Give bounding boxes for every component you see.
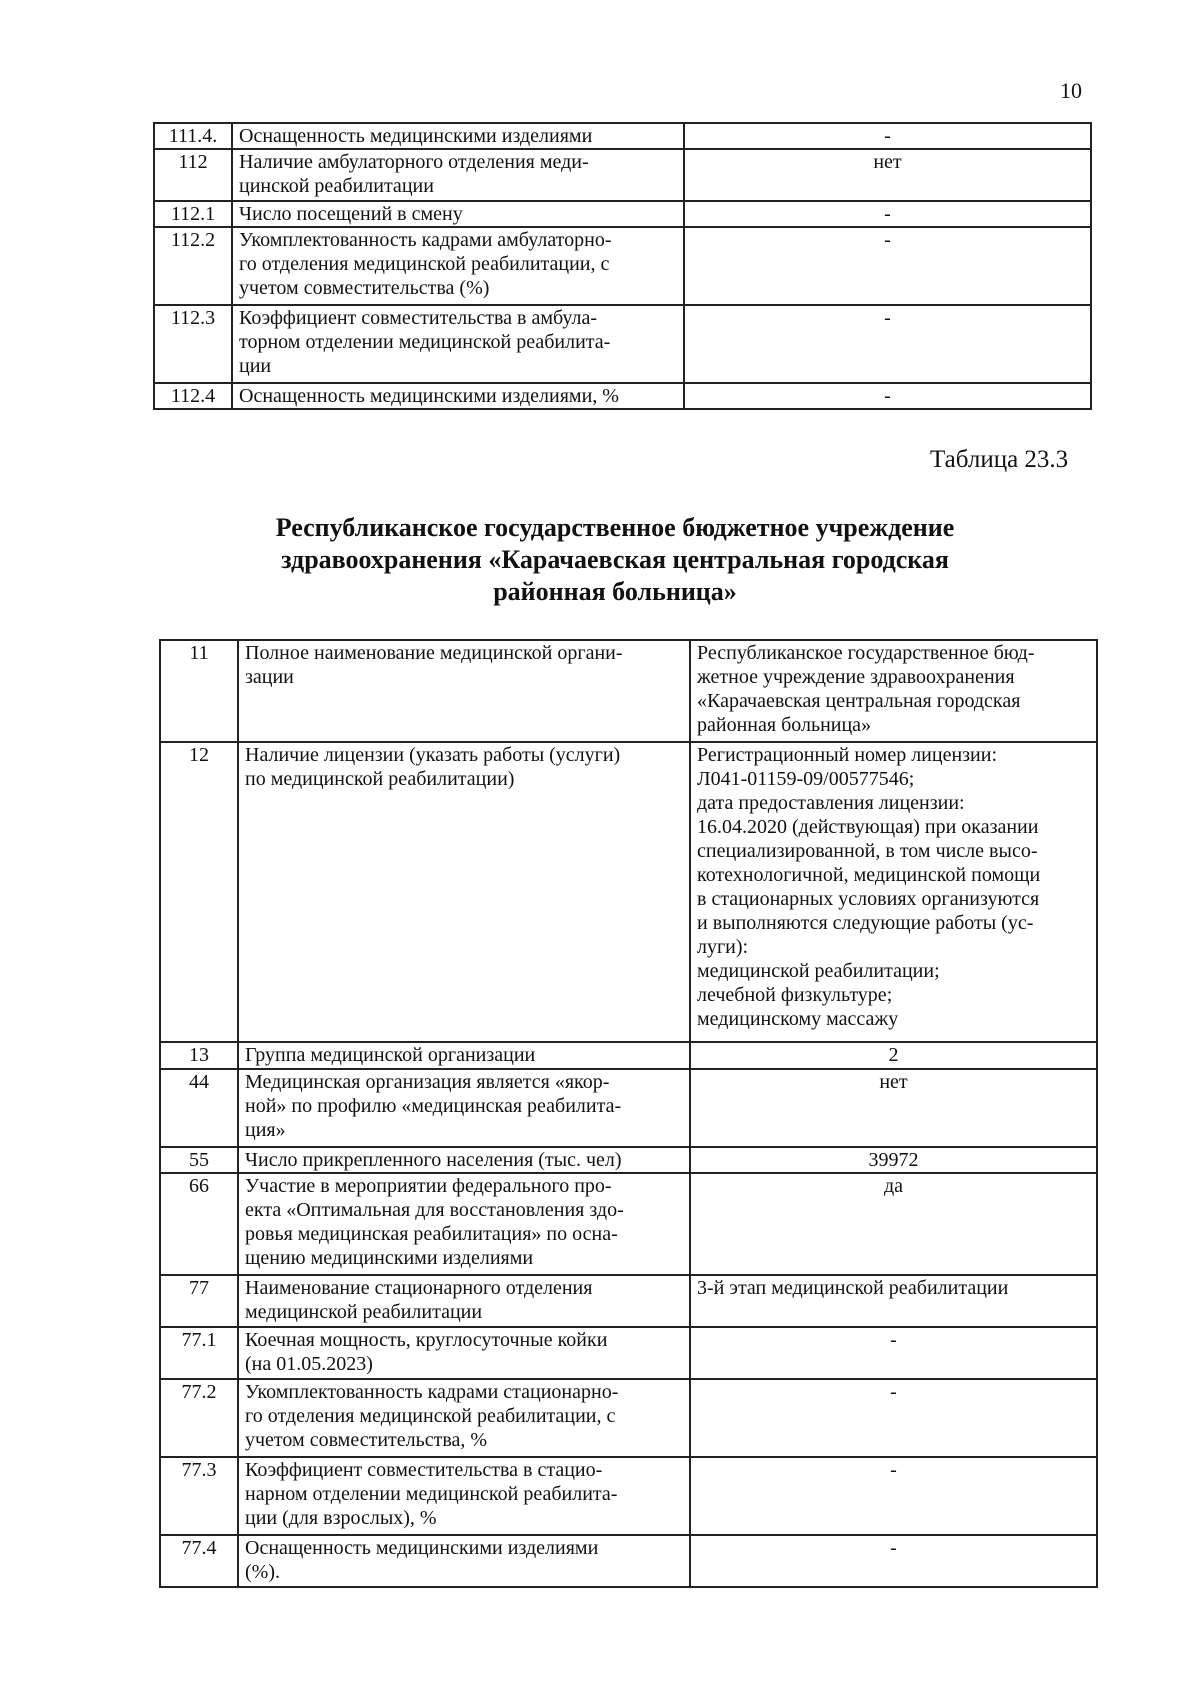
table-row: [154, 201, 1091, 227]
organization-title-line: здравоохранения «Карачаевская центральная городская: [281, 545, 949, 574]
table-row: [160, 1535, 1097, 1587]
table-1: [153, 122, 1092, 410]
table-row: [160, 1379, 1097, 1457]
row-number: 66: [160, 1173, 238, 1275]
row-number: 12: [160, 742, 238, 1042]
row-value: -: [690, 1535, 1097, 1587]
row-value: -: [684, 227, 1091, 305]
row-number: 112.3: [154, 305, 232, 383]
table-row: [154, 383, 1091, 409]
table-2: [159, 639, 1098, 1588]
row-value: да: [690, 1173, 1097, 1275]
table-row: [154, 305, 1091, 383]
row-name: Коечная мощность, круглосуточные койки (на 01.05.2023): [238, 1327, 690, 1379]
table-row: [160, 1069, 1097, 1147]
row-value: Республиканское государственное бюд- жетное учреждение здравоохранения «Карачаевская центральная городская районная больница»: [690, 640, 1097, 742]
row-number: 77.4: [160, 1535, 238, 1587]
row-number: 77.3: [160, 1457, 238, 1535]
row-value: -: [684, 305, 1091, 383]
row-name: Число посещений в смену: [232, 201, 684, 227]
table-row: [160, 1147, 1097, 1173]
row-name: Укомплектованность кадрами амбулаторно- го отделения медицинской реабилитации, с учетом совместительства (%): [232, 227, 684, 305]
page-number: 10: [1060, 78, 1082, 103]
table-row: [160, 1275, 1097, 1327]
row-number: 112.1: [154, 201, 232, 227]
table-row: [160, 1327, 1097, 1379]
table-row: [154, 149, 1091, 201]
table-row: [160, 1457, 1097, 1535]
row-value: -: [690, 1457, 1097, 1535]
table-row: [160, 1042, 1097, 1069]
row-value: -: [684, 383, 1091, 409]
row-value: нет: [684, 149, 1091, 201]
row-name: Оснащенность медицинскими изделиями, %: [232, 383, 684, 409]
row-value: -: [684, 123, 1091, 149]
row-name: Группа медицинской организации: [238, 1042, 690, 1069]
table-caption: Таблица 23.3: [930, 446, 1069, 473]
row-name: Участие в мероприятии федерального про- екта «Оптимальная для восстановления здо- ровья медицинская реабилитация» по осна- щению медицинскими изделиями: [238, 1173, 690, 1275]
row-value: 3-й этап медицинской реабилитации: [690, 1275, 1097, 1327]
row-value: нет: [690, 1069, 1097, 1147]
table-row: [160, 640, 1097, 742]
row-name: Коэффициент совместительства в амбула- торном отделении медицинской реабилита- ции: [232, 305, 684, 383]
row-number: 111.4.: [154, 123, 232, 149]
table-row: [160, 1173, 1097, 1275]
row-name: Медицинская организация является «якор- ной» по профилю «медицинская реабилита- ция»: [238, 1069, 690, 1147]
row-number: 112.2: [154, 227, 232, 305]
row-name: Оснащенность медицинскими изделиями: [232, 123, 684, 149]
row-value: 2: [690, 1042, 1097, 1069]
row-value: 39972: [690, 1147, 1097, 1173]
row-number: 77.1: [160, 1327, 238, 1379]
row-number: 44: [160, 1069, 238, 1147]
row-number: 55: [160, 1147, 238, 1173]
row-value: -: [690, 1327, 1097, 1379]
row-number: 77.2: [160, 1379, 238, 1457]
table-row: [154, 227, 1091, 305]
row-number: 11: [160, 640, 238, 742]
row-name: Наименование стационарного отделения медицинской реабилитации: [238, 1275, 690, 1327]
organization-title: [150, 512, 1080, 608]
organization-title-line: районная больница»: [493, 577, 737, 606]
row-name: Коэффициент совместительства в стацио- нарном отделении медицинской реабилита- ции (для взрослых), %: [238, 1457, 690, 1535]
row-name: Укомплектованность кадрами стационарно- го отделения медицинской реабилитации, с учетом совместительства, %: [238, 1379, 690, 1457]
row-value: -: [690, 1379, 1097, 1457]
table-row: [160, 742, 1097, 1042]
row-name: Число прикрепленного населения (тыс. чел): [238, 1147, 690, 1173]
row-name: Наличие амбулаторного отделения меди- цинской реабилитации: [232, 149, 684, 201]
row-number: 77: [160, 1275, 238, 1327]
row-name: Оснащенность медицинскими изделиями (%).: [238, 1535, 690, 1587]
row-name: Наличие лицензии (указать работы (услуги) по медицинской реабилитации): [238, 742, 690, 1042]
row-name: Полное наименование медицинской органи- зации: [238, 640, 690, 742]
row-number: 13: [160, 1042, 238, 1069]
organization-title-line: Республиканское государственное бюджетное учреждение: [275, 513, 955, 542]
row-value: -: [684, 201, 1091, 227]
row-number: 112: [154, 149, 232, 201]
row-number: 112.4: [154, 383, 232, 409]
table-row: [154, 123, 1091, 149]
row-value: Регистрационный номер лицензии: Л041-01159-09/00577546; дата предоставления лицензии: 16.04.2020 (действующая) при оказании специализированной, в том числе высо- котехнологичной, медицинской помощи в стационарных условиях организуются и выполняются следующие работы (ус- луги): медицинской реабилитации; лечебной физкультуре; медицинскому массажу: [690, 742, 1097, 1042]
